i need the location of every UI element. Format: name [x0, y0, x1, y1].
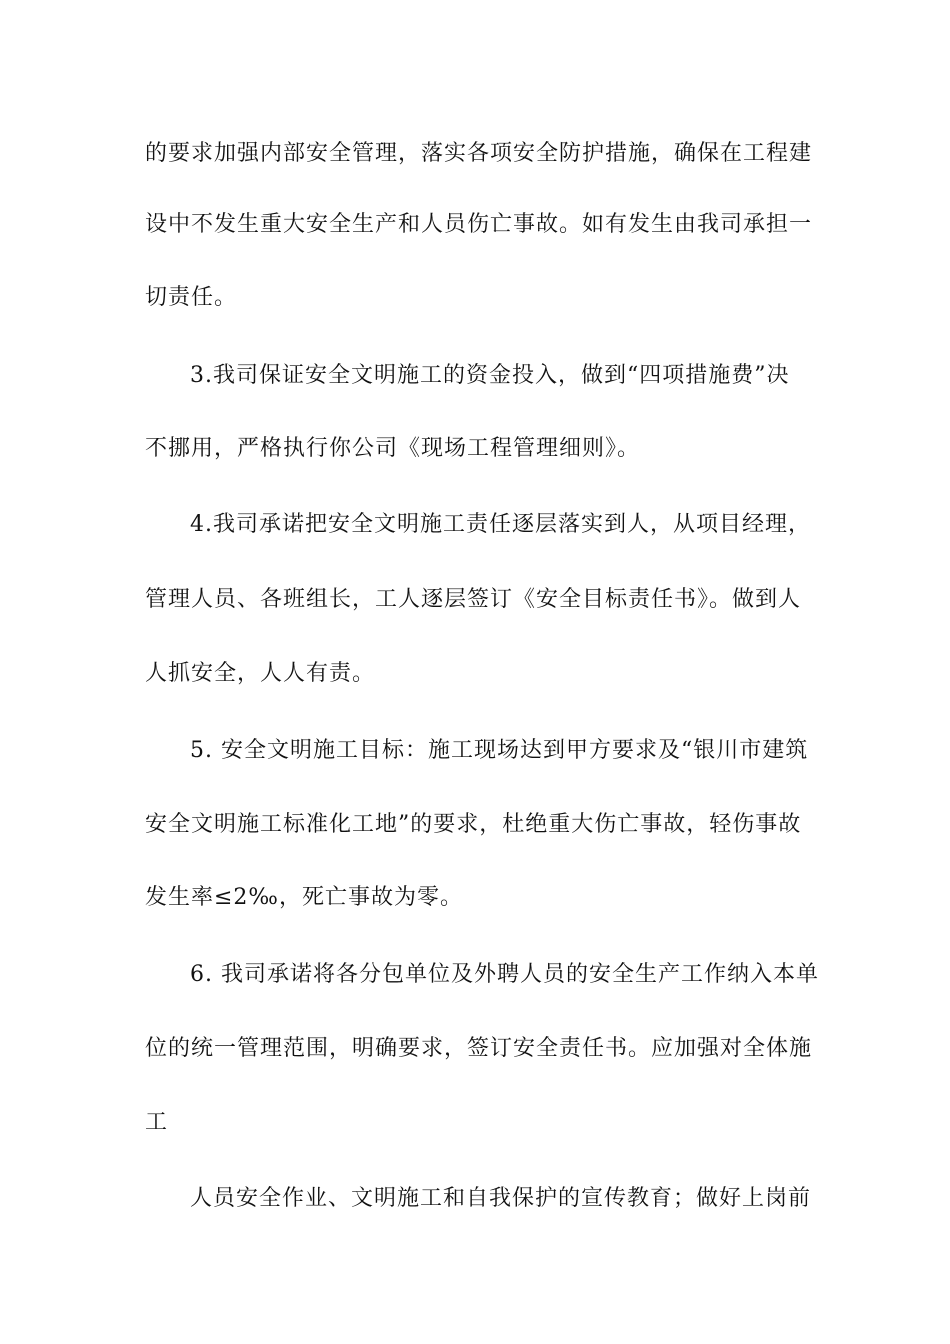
text-line-13: 位的统一管理范围，明确要求，签订安全责任书。应加强对全体施 — [145, 1036, 813, 1061]
text-line-9: 5. 安全文明施工目标：施工现场达到甲方要求及“银川市建筑 — [190, 738, 809, 763]
text-line-4: 3.我司保证安全文明施工的资金投入，做到“四项措施费”决 — [190, 363, 790, 388]
text-line-3: 切责任。 — [145, 285, 238, 310]
text-line-1: 的要求加强内部安全管理，落实各项安全防护措施，确保在工程建 — [145, 141, 813, 166]
text-line-7: 管理人员、各班组长，工人逐层签订《安全目标责任书》。做到人 — [145, 587, 802, 612]
text-line-6: 4.我司承诺把安全文明施工责任逐层落实到人，从项目经理， — [190, 512, 811, 537]
text-line-2: 设中不发生重大安全生产和人员伤亡事故。如有发生由我司承担一 — [145, 212, 813, 237]
text-line-5: 不挪用，严格执行你公司《现场工程管理细则》。 — [145, 436, 641, 461]
text-line-15: 人员安全作业、文明施工和自我保护的宣传教育；做好上岗前 — [190, 1186, 812, 1211]
text-line-8: 人抓安全，人人有责。 — [145, 661, 376, 686]
text-line-12: 6. 我司承诺将各分包单位及外聘人员的安全生产工作纳入本单 — [190, 962, 819, 987]
text-line-14: 工 — [145, 1110, 169, 1135]
text-line-10: 安全文明施工标准化工地”的要求，杜绝重大伤亡事故，轻伤事故 — [145, 812, 802, 837]
text-line-11: 发生率≤2‰，死亡事故为零。 — [145, 885, 463, 910]
